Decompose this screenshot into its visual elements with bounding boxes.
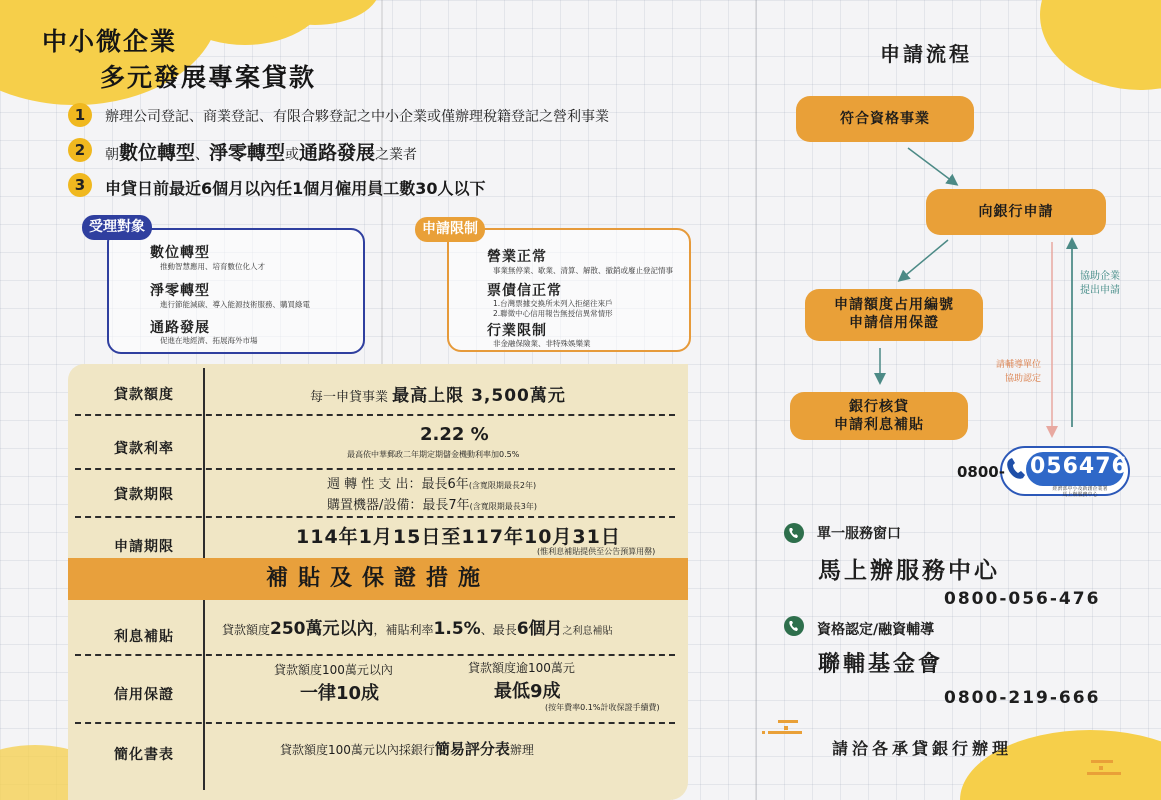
restriction-desc: 非金融保險業、非特殊娛樂業 — [493, 339, 591, 348]
phone-circle-icon — [784, 616, 804, 636]
phone-circle-icon — [784, 523, 804, 543]
eligibility-number: 2 — [68, 138, 92, 162]
deco-marks-icon — [1085, 758, 1135, 778]
target-title: 通路發展 — [150, 320, 210, 336]
amount-value: 每一申貸事業 最高上限 3,500萬元 — [310, 386, 566, 406]
assist-note-left: 請輔導單位 協助認定 — [995, 360, 1041, 384]
target-desc: 推動智慧應用、培育數位化人才 — [160, 262, 265, 271]
guarantee-left-head: 貸款額度100萬元以內 — [274, 663, 393, 677]
guarantee-left-value: 一律10成 — [300, 683, 380, 704]
row-divider — [75, 468, 675, 470]
target-title: 淨零轉型 — [150, 283, 210, 299]
deco-marks-icon — [760, 718, 820, 738]
guarantee-right-value: 最低9成 — [494, 681, 561, 702]
rate-note: 最高依中華郵政二年期定期儲金機動利率加0.5% — [347, 450, 520, 459]
row-label-rate: 貸款利率 — [114, 441, 174, 457]
simplified-text: 貸款額度100萬元以內採銀行簡易評分表辦理 — [280, 740, 534, 758]
restrictions-box — [447, 228, 691, 352]
assist-note-right: 協助企業 提出申請 — [1080, 271, 1120, 296]
application-note: (惟利息補貼提供至公告預算用罄) — [537, 547, 656, 556]
target-desc: 進行節能減碳、導入能源技術服務、購買綠電 — [160, 300, 310, 309]
page-title-line2: 多元發展專案貸款 — [100, 63, 317, 92]
phone-icon — [1004, 456, 1030, 482]
process-title: 申請流程 — [880, 42, 972, 66]
period-line-2: 購置機器/設備：最長7年(含寬限期最長3年) — [327, 498, 538, 513]
step-apply-bank: 向銀行申請 — [926, 189, 1106, 235]
restriction-desc: 2.聯徵中心信用報告無授信異常情形 — [493, 309, 613, 318]
decor-blob — [1040, 0, 1161, 90]
subsidy-banner: 補貼及保證措施 — [68, 558, 688, 600]
targets-label: 受理對象 — [82, 215, 152, 240]
hotline-prefix: 0800- — [957, 463, 1005, 481]
restriction-desc: 事業無停業、歇業、清算、解散、撤銷或廢止登記情事 — [493, 266, 673, 275]
target-title: 數位轉型 — [150, 245, 210, 261]
step-quota-guarantee: 申請額度占用編號 申請信用保證 — [805, 289, 983, 341]
row-divider — [75, 516, 675, 518]
row-label-amount: 貸款額度 — [114, 387, 174, 403]
row-divider — [75, 722, 675, 724]
contact-phone: 0800-056-476 — [944, 589, 1101, 609]
fold-line — [755, 0, 757, 800]
contact-name: 聯輔基金會 — [818, 652, 944, 677]
restriction-title: 票債信正常 — [487, 283, 562, 299]
eligibility-number: 3 — [68, 173, 92, 197]
page-title-line1: 中小微企業 — [42, 27, 178, 56]
eligibility-item-3: 申貸日前最近6個月以內任1個月僱用員工數30人以下 — [105, 179, 486, 198]
target-desc: 促進在地經濟、拓展海外市場 — [160, 336, 258, 345]
row-label-guarantee: 信用保證 — [114, 687, 174, 703]
row-label-period: 貸款期限 — [114, 487, 174, 503]
row-label-application: 申請期限 — [114, 539, 174, 555]
contact-label: 資格認定/融資輔導 — [817, 622, 935, 638]
restriction-title: 行業限制 — [487, 323, 547, 339]
footer-text: 請洽各承貸銀行辦理 — [832, 739, 1013, 758]
row-divider — [75, 414, 675, 416]
step-eligible: 符合資格事業 — [796, 96, 974, 142]
row-divider — [75, 654, 675, 656]
contact-name: 馬上辦服務中心 — [818, 558, 1000, 584]
hotline-caption: 經濟部中小及新創企業署 馬上辦服務中心 — [1052, 486, 1108, 498]
eligibility-number: 1 — [68, 103, 92, 127]
guarantee-note: (按年費率0.1%計收保證手續費) — [545, 703, 660, 712]
guarantee-right-head: 貸款額度逾100萬元 — [468, 661, 575, 675]
row-label-simplified: 簡化書表 — [114, 747, 174, 763]
application-period: 114年1月15日至117年10月31日 — [296, 526, 621, 548]
period-line-1: 週 轉 性 支 出：最長6年(含寬限期最長2年) — [327, 477, 537, 492]
hotline-number: 056476 — [1030, 454, 1128, 479]
restrictions-label: 申請限制 — [415, 217, 485, 242]
row-label-interest: 利息補貼 — [114, 629, 174, 645]
restriction-desc: 1.台灣票據交換所未列入拒絕往來戶 — [493, 299, 613, 308]
contact-phone: 0800-219-666 — [944, 688, 1101, 708]
contact-label: 單一服務窗口 — [817, 526, 901, 542]
restriction-title: 營業正常 — [487, 249, 547, 265]
step-approve-subsidy: 銀行核貸 申請利息補貼 — [790, 392, 968, 440]
eligibility-item-2: 朝數位轉型、淨零轉型或通路發展之業者 — [105, 142, 418, 164]
eligibility-item-1: 辦理公司登記、商業登記、有限合夥登記之中小企業或僅辦理稅籍登記之營利事業 — [105, 109, 609, 125]
rate-value: 2.22 % — [420, 424, 489, 445]
interest-subsidy-text: 貸款額度250萬元以內，補貼利率1.5%、最長6個月之利息補貼 — [222, 619, 613, 639]
